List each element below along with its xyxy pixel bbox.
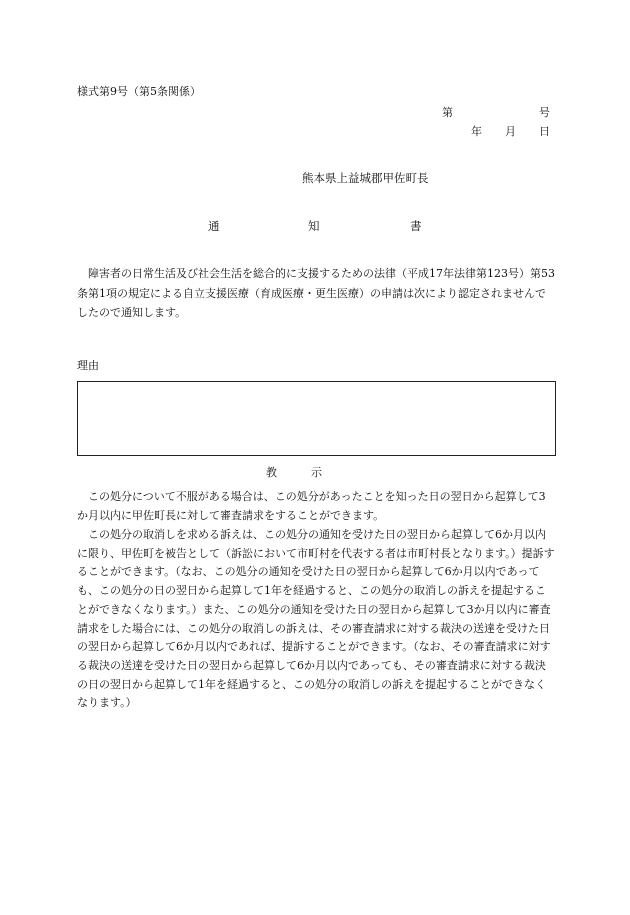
title-char-3: 書: [410, 219, 422, 233]
form-number: 様式第9号（第5条関係）: [77, 85, 201, 98]
notice-heading-char-1: 教: [266, 466, 277, 479]
issue-number-line: [442, 104, 550, 120]
notice-paragraph-1: この処分について不服がある場合は、この処分があったことを知った日の翌日から起算して3か月以内に甲佐町長に対して審査請求をすることができます。: [77, 490, 546, 522]
date-month: 月: [505, 125, 516, 138]
notification-body: 障害者の日常生活及び社会生活を総合的に支援するための法律（平成17年法律第123号）第53条第1項の規定による自立支援医療（育成医療・更生医療）の申請は次により認定されませんでしたので通知します。: [77, 267, 555, 319]
title-char-2: 知: [308, 219, 320, 233]
title-char-1: 通: [208, 219, 220, 233]
reason-label: 理由: [77, 359, 99, 372]
notice-paragraph-2: この処分の取消しを求める訴えは、この処分の通知を受けた日の翌日から起算して6か月以内に限り、甲佐町を被告として（訴訟において市町村を代表する者は市町村長となります。）提訴することができます。（なお、この処分の通知を受けた日の翌日から起算して6か月以内であっても、この処分の日の翌日から起算して1年を経過すると、この処分の取消しの訴えを提起することができなくなります。）また、この処分の通知を受けた日の翌日から起算して3か月以内に審査請求をした場合には、この処分の取消しの訴えは、その審査請求に対する裁決の送達を受けた日の翌日から起算して6か月以内であれば、提訴することができます。（なお、その審査請求に対する裁決の送達を受けた日の翌日から起算して6か月以内であっても、その審査請求に対する裁決の日の翌日から起算して1年を経過すると、この処分の取消しの訴えを提起することができなくなります。）: [77, 528, 555, 710]
issue-number-suffix: 号: [539, 106, 550, 119]
issue-number-prefix: 第: [442, 106, 453, 119]
date-line: [471, 123, 550, 139]
date-day: 日: [539, 125, 550, 138]
notice-heading-char-2: 示: [311, 466, 322, 479]
reason-box: [77, 381, 556, 456]
issuer-name: 熊本県上益城郡甲佐町長: [302, 171, 429, 185]
date-year: 年: [471, 125, 482, 138]
